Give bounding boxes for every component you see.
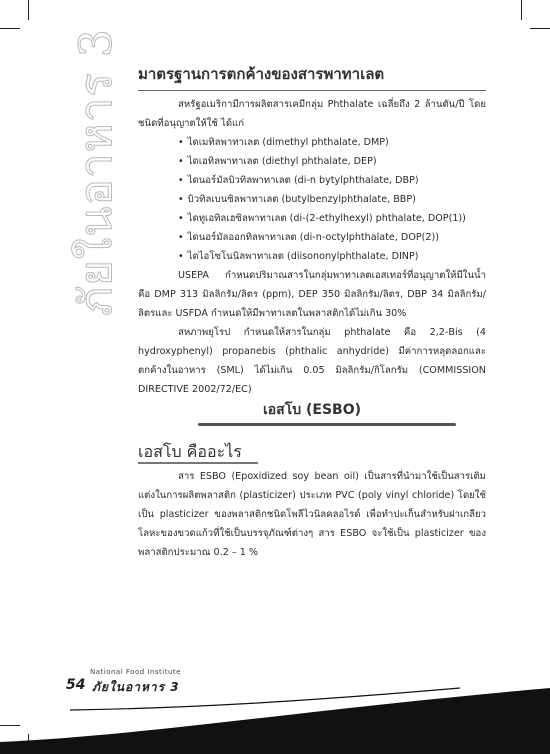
esbo-content bbox=[138, 467, 486, 562]
section-banner-rule bbox=[198, 423, 456, 426]
main-content bbox=[138, 62, 486, 399]
side-title bbox=[71, 28, 122, 316]
section-banner-title: เอสโบ (ESBO) bbox=[262, 402, 362, 418]
list-item: • ไดทูเอทิลเฮซิลพาทาเลต (di-(2-ethylhexyl) phthalate, DOP(1)) bbox=[178, 209, 486, 228]
subsection-heading: เอสโบ คืออะไร bbox=[138, 442, 242, 461]
heading-underline bbox=[138, 90, 486, 91]
section-heading: มาตรฐานการตกค้างของสารพาทาเลต bbox=[138, 65, 385, 83]
list-item: • ไดเมทิลพาทาเลต (dimethyl phthalate, DMP) bbox=[178, 133, 486, 152]
intro-paragraph: สหรัฐอเมริกามีการผลิตสารเคมีกลุ่ม Phthalate เฉลี่ยถึง 2 ล้านตัน/ปี โดยชนิดที่อนุญาตให้ใช้ ได้แก่ bbox=[138, 99, 486, 129]
crop-mark bbox=[0, 28, 20, 29]
esbo-paragraph: สาร ESBO (Epoxidized soy bean oil) เป็นสารที่นำมาใช้เป็นสารเติมแต่งในการผลิตพลาสติก (plasticizer) ประเภท PVC (poly vinyl chloride) โดยใช้เป็น plasticizer ของพลาสติกชนิดโพลีไวนิลคลอไรด์ เพื่อทำปะเก็นสำหรับฝาเกลียวโลหะของขวดแก้วที่ใช้เป็นบรรจุภัณฑ์ต่างๆ สาร ESBO จะใช้เป็น plasticizer ของพลาสติกประมาณ 0.2 – 1 % bbox=[138, 471, 486, 558]
footer-institute: National Food Institute bbox=[90, 668, 181, 676]
crop-mark bbox=[521, 0, 522, 20]
phthalate-list bbox=[138, 133, 486, 266]
footer-book-title: ภัยในอาหาร 3 bbox=[92, 680, 180, 694]
page-number: 54 bbox=[66, 677, 86, 693]
subsection-underline bbox=[138, 462, 258, 464]
crop-mark bbox=[530, 28, 550, 29]
usepa-paragraph: USEPA กำหนดปริมาณสารในกลุ่มพาทาเลตเอสเทอร์ที่อนุญาตให้มีในน้ำ คือ DMP 313 มิลลิกรัม/ลิตร (ppm), DEP 350 มิลลิกรัม/ลิตร, DBP 34 มิลลิกรัม/ลิตรและ USFDA กำหนดให้มีพาทาเลตในพลาสติกได้ไม่เกิน 30% bbox=[138, 270, 486, 319]
list-item: • ไดไอโซโนนิลพาทาเลต (diisononylphthalate, DINP) bbox=[178, 247, 486, 266]
side-title-text: ภัยในอาหาร 3 bbox=[71, 28, 122, 316]
list-item: • ไดนอร์มัลบิวทิลพาทาเลต (di-n bytylphthalate, DBP) bbox=[178, 171, 486, 190]
section-banner bbox=[138, 397, 486, 433]
crop-mark bbox=[28, 0, 29, 20]
eu-paragraph: สหภาพยุโรป กำหนดให้สารในกลุ่ม phthalate คือ 2,2-Bis (4 hydroxyphenyl) propanebis (phthalic anhydride) มีค่าการหลุดลอกและตกค้างในอาหาร (SML) ได้ไม่เกิน 0.05 มิลลิกรัม/กิโลกรัม (COMMISSION DIRECTIVE 2002/72/EC) bbox=[138, 327, 486, 395]
list-item: • บิวทิลเบนซิลพาทาเลต (butylbenzylphthalate, BBP) bbox=[178, 190, 486, 209]
list-item: • ไดเอทิลพาทาเลต (diethyl phthalate, DEP) bbox=[178, 152, 486, 171]
list-item: • ไดนอร์มัลออกทิลพาทาเลต (di-n-octylphthalate, DOP(2)) bbox=[178, 228, 486, 247]
